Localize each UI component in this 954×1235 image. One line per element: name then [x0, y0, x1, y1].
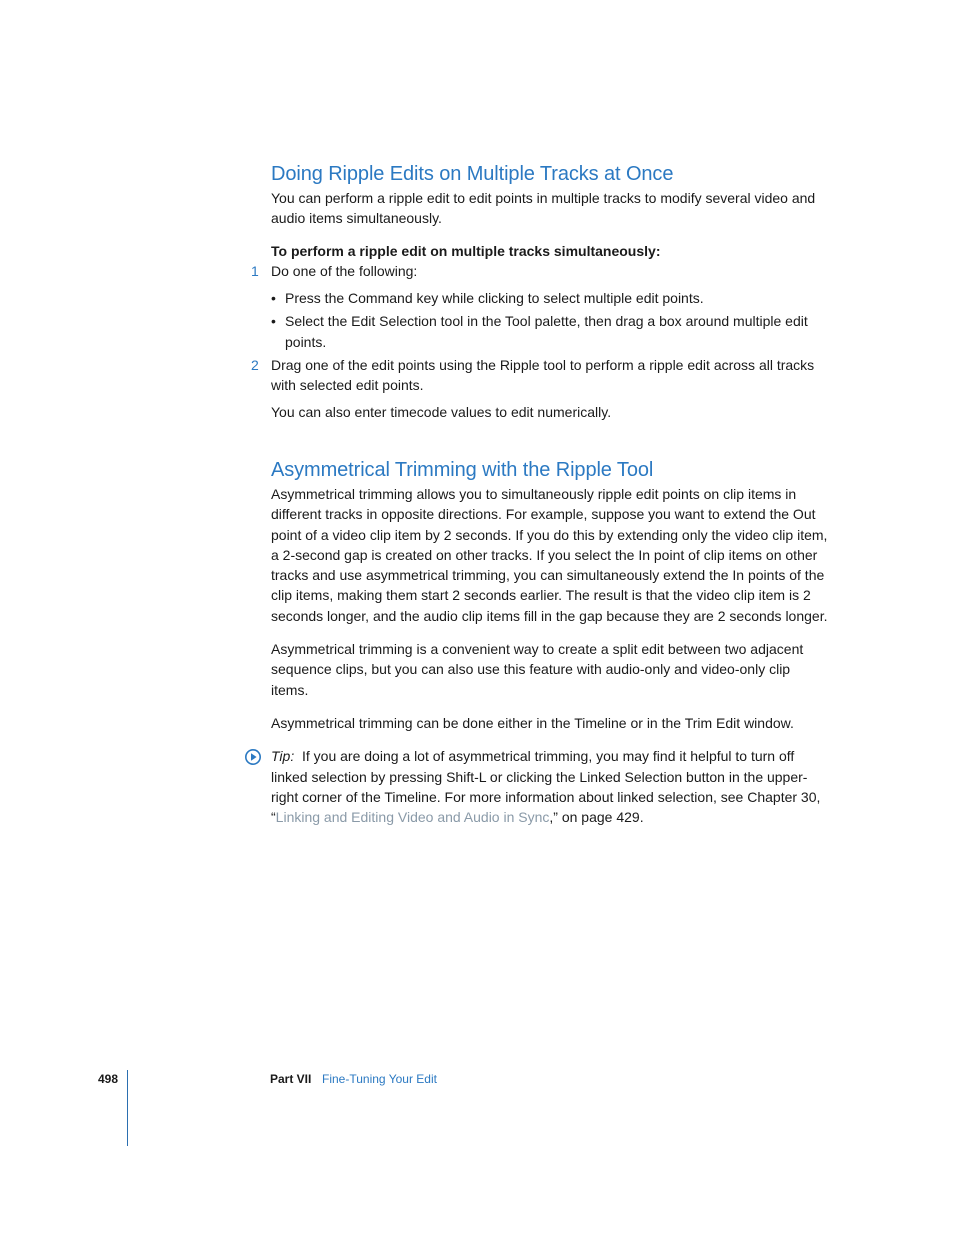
- footer-part-title: Fine-Tuning Your Edit: [322, 1072, 437, 1086]
- paragraph: Asymmetrical trimming is a convenient way to create a split edit between two adjacent sequence clips, but you can also use this feature with audio-only and video-only clip items.: [271, 641, 804, 698]
- section-heading-asymmetrical-trimming: Asymmetrical Trimming with the Ripple Tool: [271, 458, 654, 481]
- after-steps-note: You can also enter timecode values to edit numerically.: [271, 403, 612, 420]
- step-text: Drag one of the edit points using the Ripple tool to perform a ripple edit across all tracks with selected edit points.: [271, 357, 815, 394]
- section-asymmetrical-trimming: [271, 456, 831, 827]
- step-text: Do one of the following:: [271, 262, 418, 279]
- tip-text: Tip: If you are doing a lot of asymmetrical trimming, you may find it helpful to turn off linked selection by pressing Shift-L or clicking the Linked Selection button in the upper-right corner of the Timeline. For more information about linked selection, see Chapter 30, “Linking and Editing Video and Audio in Sync,” on page 429.: [271, 748, 821, 826]
- tip-block: [271, 746, 831, 827]
- paragraph: Asymmetrical trimming can be done either in the Timeline or in the Trim Edit window.: [271, 714, 794, 731]
- tip-label: Tip:: [271, 748, 295, 765]
- cross-reference-link[interactable]: Linking and Editing Video and Audio in Sync: [275, 809, 550, 826]
- footer-part-label: Part VII: [270, 1072, 312, 1086]
- paragraph: Asymmetrical trimming allows you to simultaneously ripple edit points on clip items in different tracks in opposite directions. For example, suppose you want to extend the Out point of a video clip item by 2 seconds. If you do this by extending only the video clip item, a 2-second gap is created on other tracks. If you select the In point of clip items on other tracks and use asymmetrical trimming, you can simultaneously extend the In points of the clip items, making them start 2 seconds earlier. The result is that the video clip item is 2 seconds longer, and the audio clip items fill in the gap because they are 2 seconds longer.: [271, 485, 828, 624]
- bullet-glyph: •: [271, 290, 276, 307]
- bullet-glyph: •: [271, 313, 276, 330]
- step-2: [251, 355, 831, 396]
- play-arrow-icon: [245, 749, 261, 765]
- step-number: 2: [251, 357, 259, 374]
- list-item: • Press the Command key while clicking to select multiple edit points.: [271, 288, 831, 308]
- section1-intro: You can perform a ripple edit to edit points in multiple tracks to modify several video and audio items simultaneously.: [271, 190, 816, 227]
- page-number: 498: [98, 1072, 119, 1086]
- step-1: [251, 261, 831, 281]
- list-item: • Select the Edit Selection tool in the Tool palette, then drag a box around multiple edit points.: [271, 313, 808, 350]
- procedure-lead: To perform a ripple edit on multiple tracks simultaneously:: [271, 242, 661, 259]
- main-content: [251, 160, 831, 827]
- section-heading-ripple-multiple-tracks: Doing Ripple Edits on Multiple Tracks at Once: [271, 163, 674, 185]
- step-number: 1: [251, 262, 259, 279]
- footer-divider: [127, 1070, 128, 1146]
- bullet-list: [271, 288, 831, 352]
